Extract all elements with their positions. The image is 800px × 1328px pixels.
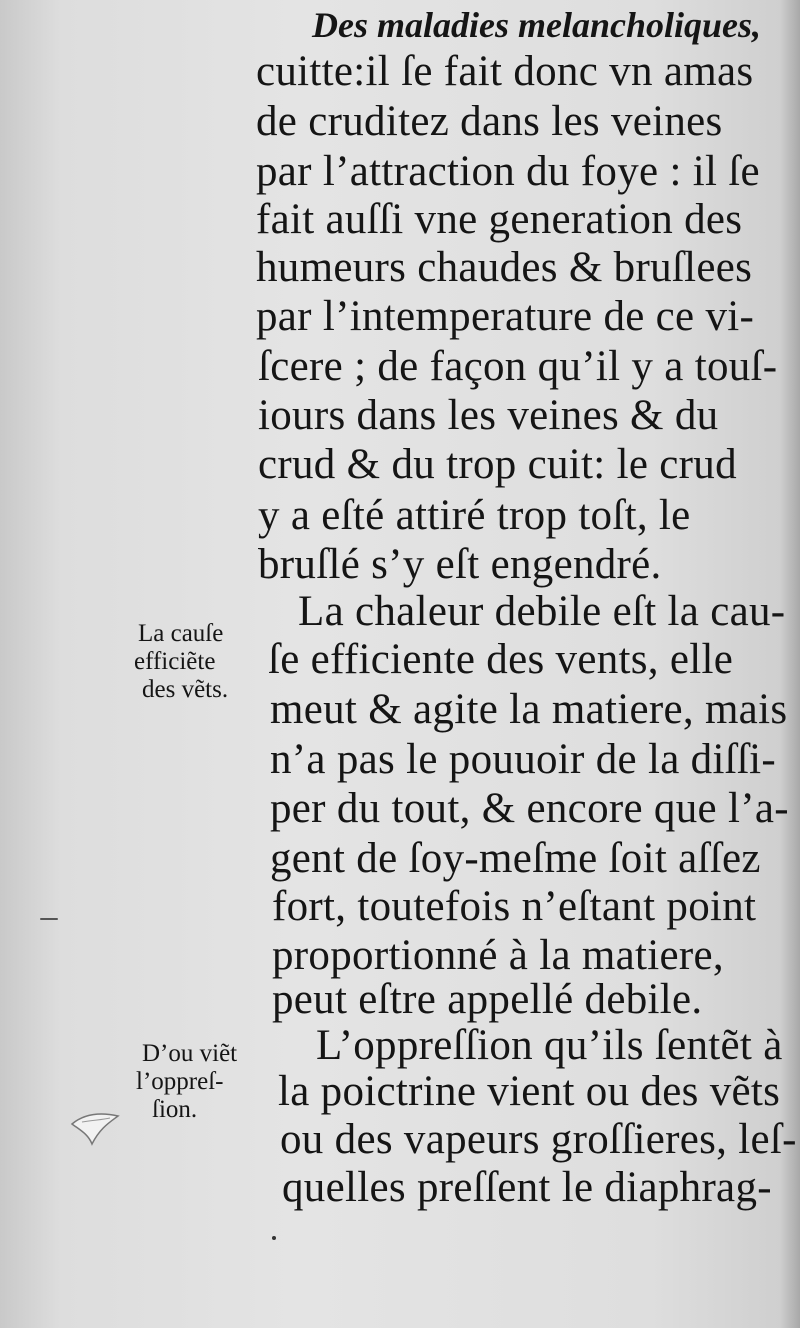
text-line: cuitte:il ſe fait donc vn amas	[256, 48, 754, 95]
text-line: La chaleur debile eſt la cau-	[298, 588, 786, 635]
ink-speck	[40, 918, 58, 920]
text-line: la poictrine vient ou des vẽts	[278, 1068, 781, 1115]
margin-note-line: ſion.	[152, 1096, 198, 1123]
text-line: peut eſtre appellé debile.	[272, 976, 703, 1023]
margin-note-line: efficiẽte	[134, 648, 216, 675]
text-line: ſcere ; de façon qu’il y a touſ-	[258, 343, 778, 390]
text-line: n’a pas le pouuoir de la diſſi-	[270, 736, 777, 783]
text-line: quelles preſſent le diaphrag-	[282, 1164, 772, 1211]
text-line: crud & du trop cuit: le crud	[258, 441, 737, 488]
text-line: par l’attraction du foye : il ſe	[256, 148, 760, 195]
text-line: L’oppreſſion qu’ils ſentẽt à	[316, 1022, 783, 1069]
margin-note-oppression	[136, 1040, 238, 1124]
paper-damage-mark	[70, 1104, 134, 1154]
text-line: humeurs chaudes & bruſlees	[256, 244, 753, 291]
text-line: de cruditez dans les veines	[256, 98, 723, 145]
text-line: gent de ſoy-meſme ſoit aſſez	[270, 835, 761, 882]
margin-note-line: des vẽts.	[142, 676, 229, 703]
text-line: ou des vapeurs groſſieres, leſ-	[280, 1116, 797, 1163]
text-line: proportionné à la matiere,	[272, 932, 724, 979]
text-line: par l’intemperature de ce vi-	[256, 293, 755, 340]
text-line: per du tout, & encore que l’a-	[270, 785, 789, 832]
margin-note-cause	[134, 620, 229, 704]
text-line: meut & agite la matiere, mais	[270, 686, 788, 733]
margin-note-line: D’ou viẽt	[142, 1040, 238, 1067]
text-line: fait auſſi vne generation des	[256, 196, 743, 243]
text-line: bruſlé s’y eſt engendré.	[258, 541, 662, 588]
text-line: ſe efficiente des vents, elle	[268, 636, 734, 683]
running-head: Des maladies melancholiques,	[312, 5, 761, 45]
text-line: iours dans les veines & du	[258, 392, 719, 439]
ink-speck	[272, 1236, 276, 1240]
margin-note-line: La cauſe	[138, 620, 224, 647]
margin-note-line: l’oppreſ-	[136, 1068, 224, 1095]
text-line: y a eſté attiré trop toſt, le	[258, 492, 691, 539]
text-line: fort, toutefois n’eſtant point	[272, 883, 757, 930]
